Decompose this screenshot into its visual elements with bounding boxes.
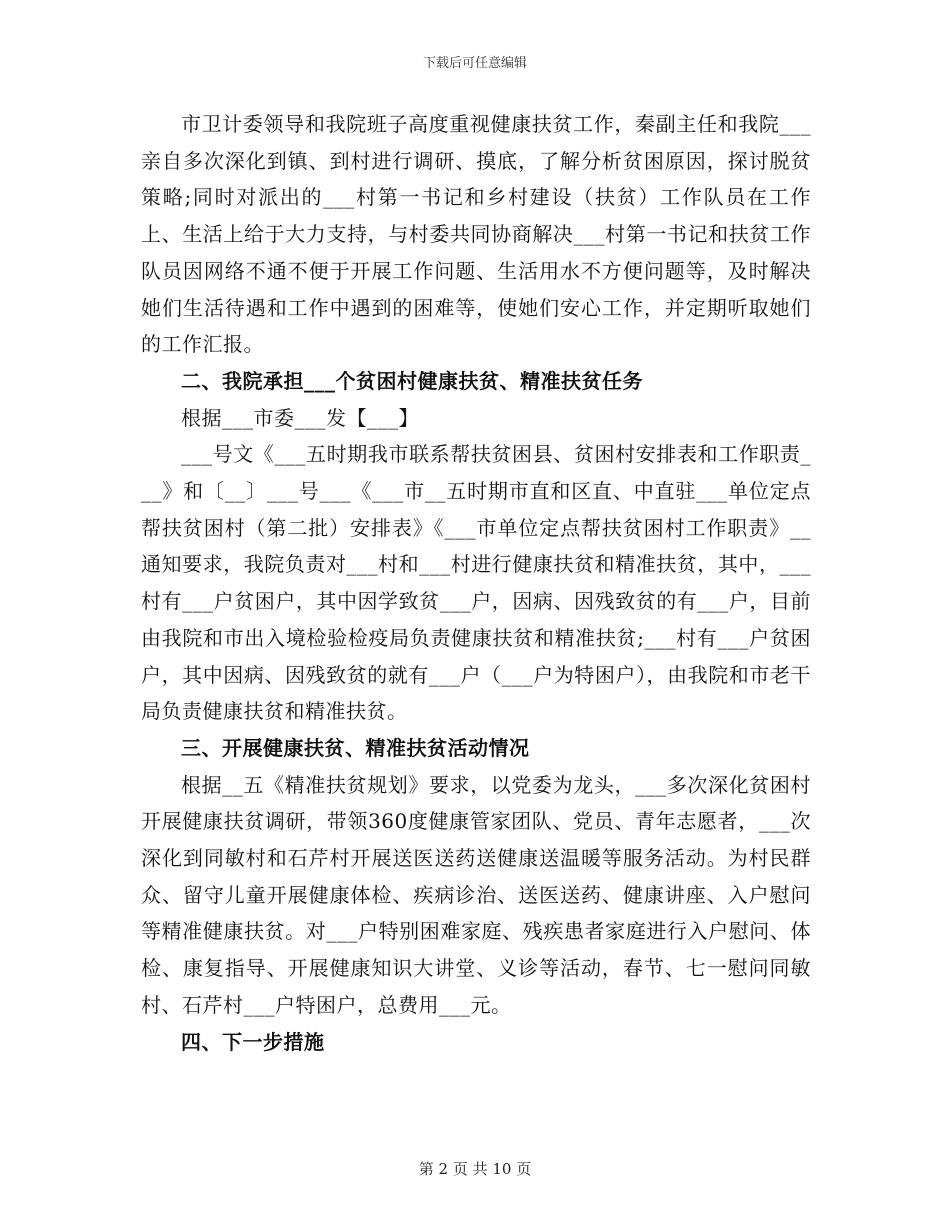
paragraph-leadership-support: 市卫计委领导和我院班子高度重视健康扶贫工作，秦副主任和我院___亲自多次深化到镇、到村进行调研、摸底，了解分析贫困原因，探讨脱贫策略;同时对派出的___村第一书记和乡村建设（扶贫）工作队员在工作上、生活上给于大力支持，与村委共同协商解决___村第一书记和扶贫工作队员因网络不通不便于开展工作问题、生活用水不方便问题等，及时解决她们生活待遇和工作中遇到的困难等，使她们安心工作，并定期听取她们的工作汇报。 [141,112,811,357]
page-number: 第 2 页 共 10 页 [418,1160,532,1178]
paragraph-assignment: ___号文《___五时期我市联系帮扶贫困县、贫困村安排表和工作职责___》和〔__〕___号___《___市__五时期市直和区直、中直驻___单位定点帮扶贫困村（第二批）安排表》《___市单位定点帮扶贫困村工作职责》__通知要求，我院负责对___村和___村进行健康扶贫和精准扶贫，其中，___村有___户贫困户，其中因学致贫___户，因病、因残致贫的有___户，目前由我院和市出入境检验检疫局负责健康扶贫和精准扶贫;___村有___户贫困户，其中因病、因残致贫的就有___户（___户为特困户），由我院和市老干局负责健康扶贫和精准扶贫。 [141,442,811,724]
paragraph-activities: 根据__五《精准扶贫规划》要求，以党委为龙头，___多次深化贫困村开展健康扶贫调研，带领360度健康管家团队、党员、青年志愿者，___次深化到同敏村和石芹村开展送医送药送健康送温暖等服务活动。为村民群众、留守儿童开展健康体检、疾病诊治、送医送药、健康讲座、入户慰问等精准健康扶贫。对___户特别困难家庭、残疾患者家庭进行入户慰问、体检、康复指导、开展健康知识大讲堂、义诊等活动，春节、七一慰问同敏村、石芹村___户特困户，总费用___元。 [141,772,811,1017]
section-heading-4: 四、下一步措施 [181,1029,325,1054]
section-heading-3: 三、开展健康扶贫、精准扶贫活动情况 [181,735,530,760]
section-heading-2: 二、我院承担___个贫困村健康扶贫、精准扶贫任务 [181,368,643,393]
document-body [141,106,811,1060]
page-header: 下载后可任意编辑 [422,56,527,71]
paragraph-basis: 根据___市委___发【___】 [181,405,419,430]
